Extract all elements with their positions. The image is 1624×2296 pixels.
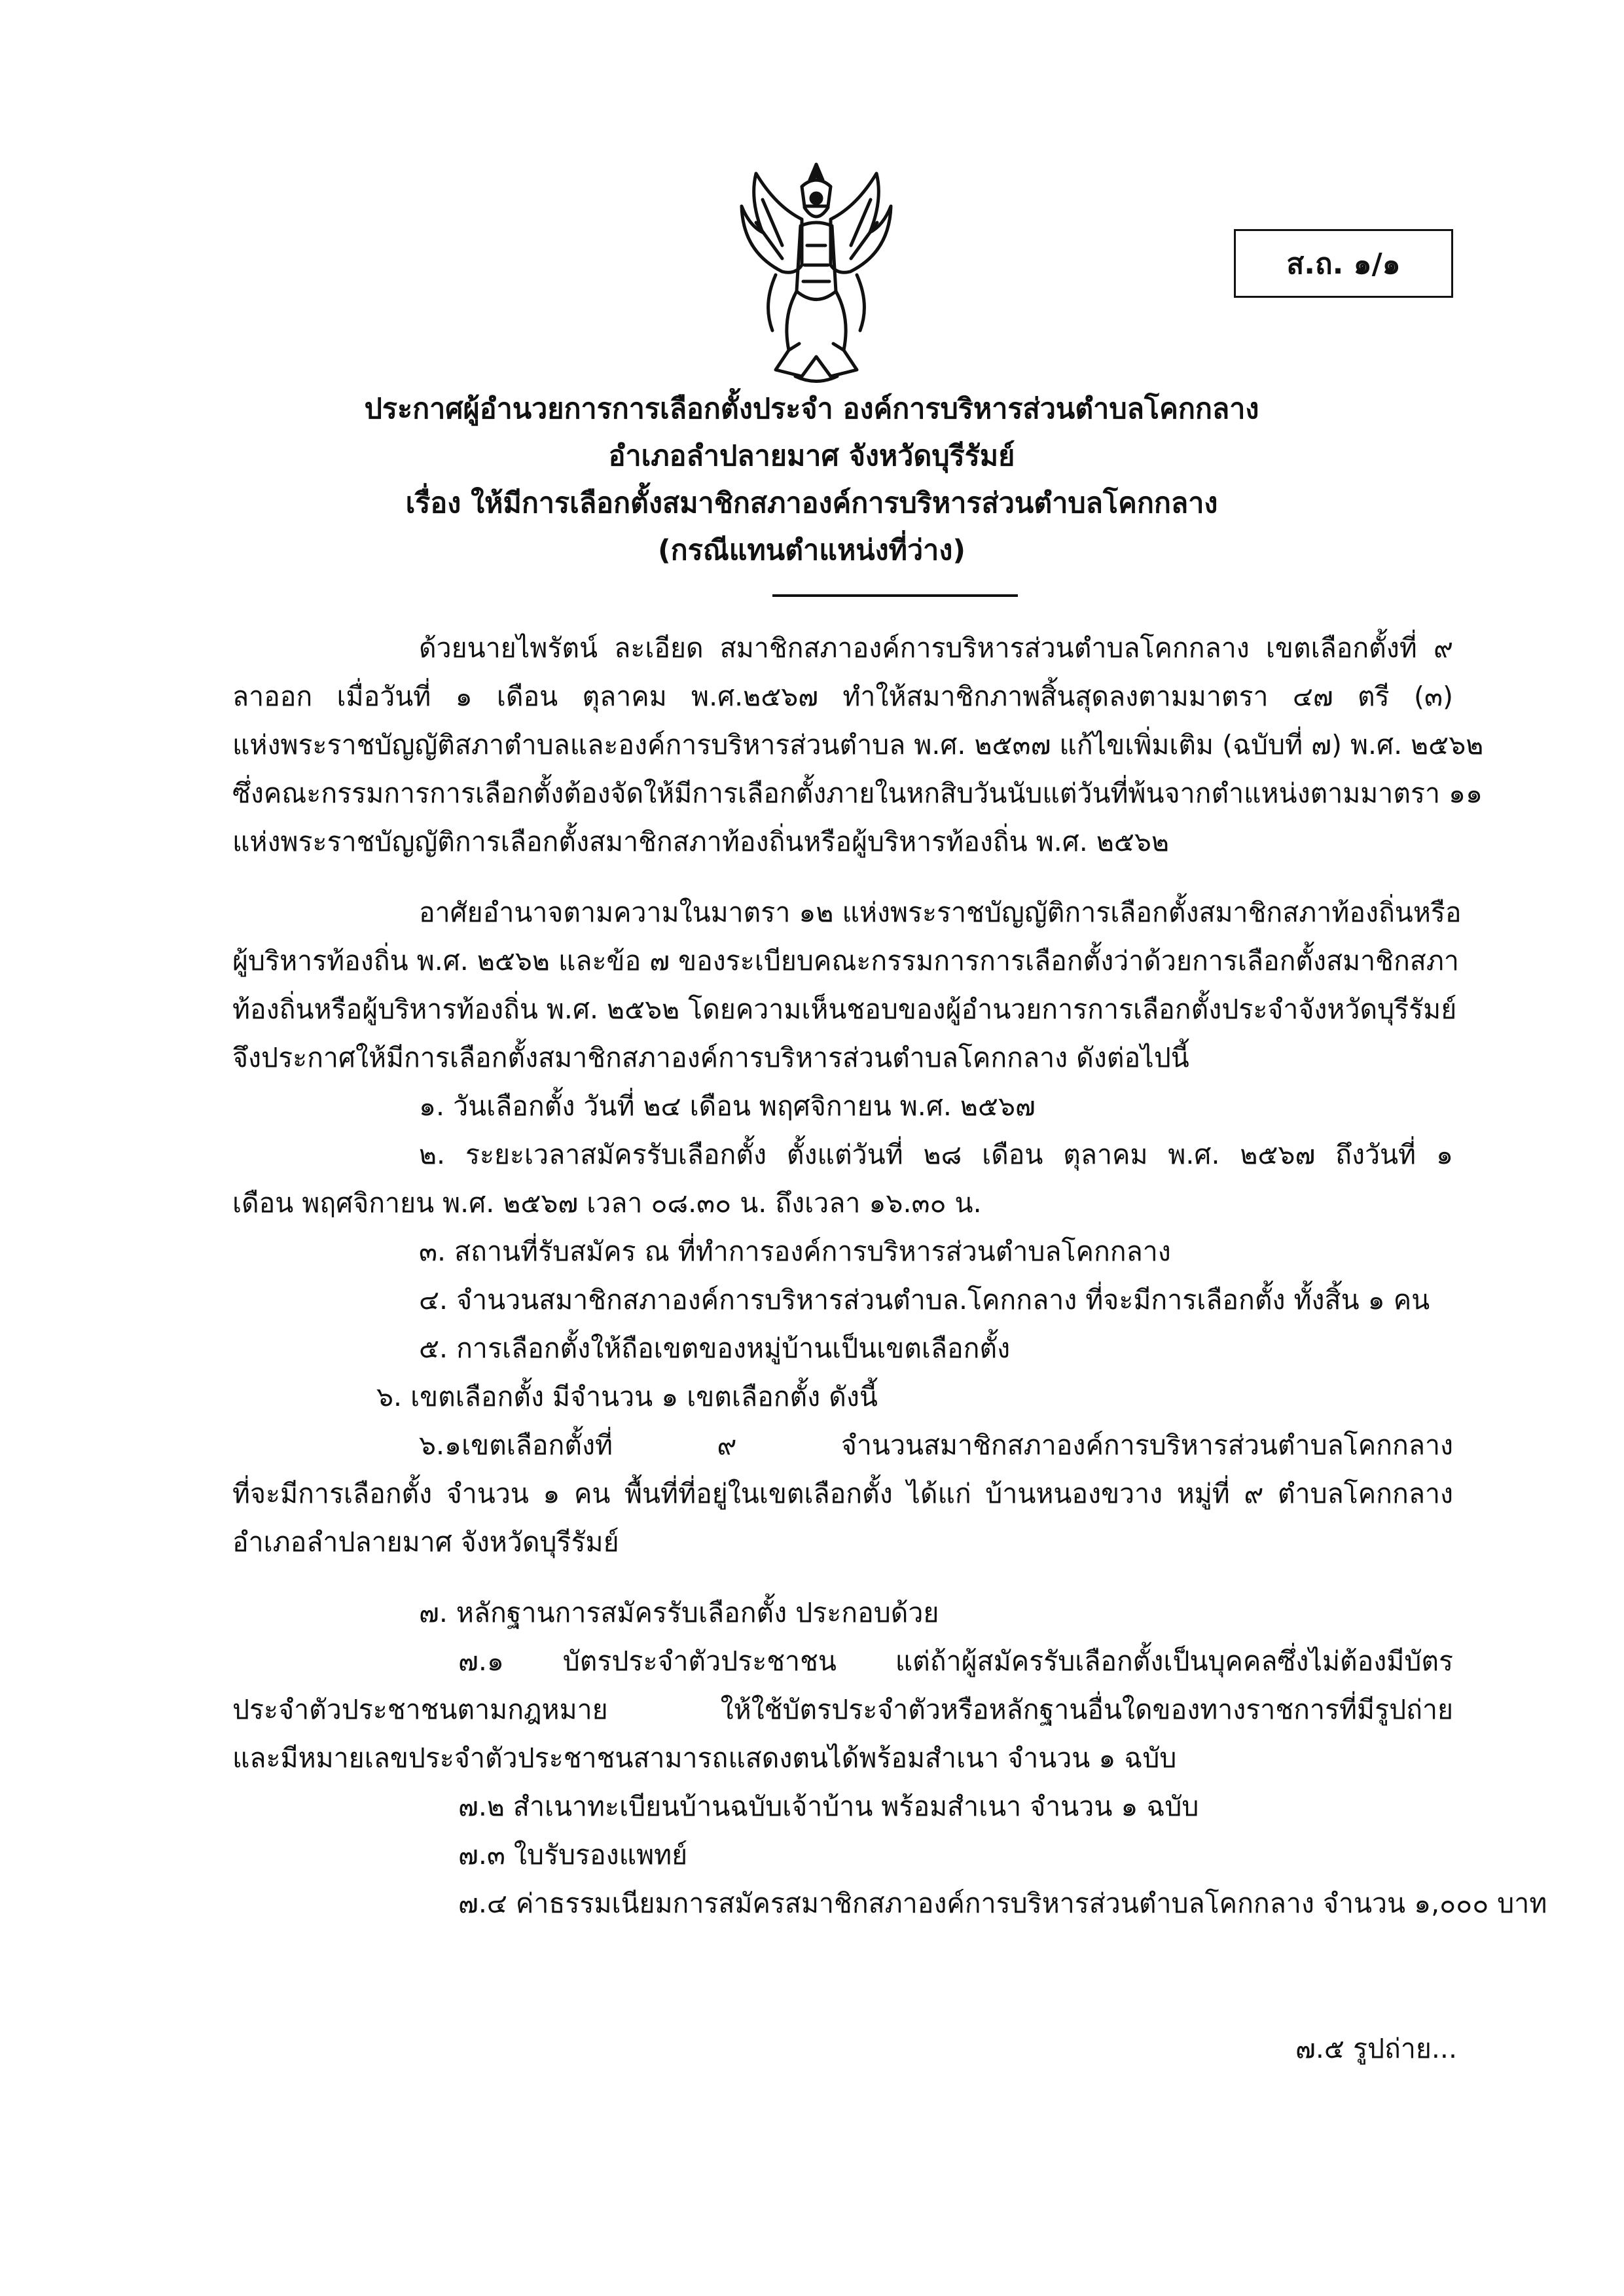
title-line-1: ประกาศผู้อำนวยการการเลือกตั้งประจำ องค์การบริหารส่วนตำบลโคกกลาง xyxy=(364,393,1259,425)
title-underline xyxy=(772,594,1018,597)
item-7: ๗. หลักฐานการสมัครรับเลือกตั้ง ประกอบด้วย xyxy=(419,1597,939,1628)
item-6-1-cont: ที่จะมีการเลือกตั้ง จำนวน ๑ คน พื้นที่ที่อยู่ในเขตเลือกตั้ง ได้แก่ บ้านหนองขวาง หมู่ที่ ๙ ตำบลโคกกลาง xyxy=(232,1478,1453,1509)
form-code: ส.ถ. ๑/๑ xyxy=(1286,247,1401,281)
page-continuation: ๗.๕ รูปถ่าย... xyxy=(1295,2033,1457,2064)
title-line-2: อำเภอลำปลายมาศ จังหวัดบุรีรัมย์ xyxy=(608,440,1015,473)
garuda-emblem-icon xyxy=(736,160,897,386)
item-6-1-cont-2: อำเภอลำปลายมาศ จังหวัดบุรีรัมย์ xyxy=(232,1526,619,1558)
item-7-1-cont-2: และมีหมายเลขประจำตัวประชาชนสามารถแสดงตนได้พร้อมสำเนา จำนวน ๑ ฉบับ xyxy=(232,1742,1177,1774)
item-2-cont: เดือน พฤศจิกายน พ.ศ. ๒๕๖๗ เวลา ๐๘.๓๐ น. ถึงเวลา ๑๖.๓๐ น. xyxy=(232,1187,982,1219)
body-line-8: ท้องถิ่นหรือผู้บริหารท้องถิ่น พ.ศ. ๒๕๖๒ โดยความเห็นชอบของผู้อำนวยการการเลือกตั้งประจำจังหวัดบุรีรัมย์ xyxy=(232,994,1457,1025)
item-1: ๑. วันเลือกตั้ง วันที่ ๒๔ เดือน พฤศจิกายน พ.ศ. ๒๕๖๗ xyxy=(419,1090,1036,1122)
item-7-1-cont: ประจำตัวประชาชนตามกฎหมาย ให้ใช้บัตรประจำตัวหรือหลักฐานอื่นใดของทางราชการที่มีรูปถ่าย xyxy=(232,1694,1453,1725)
body-line-2: ลาออก เมื่อวันที่ ๑ เดือน ตุลาคม พ.ศ.๒๕๖๗ ทำให้สมาชิกภาพสิ้นสุดลงตามมาตรา ๔๗ ตรี (๓) xyxy=(232,681,1453,712)
body-line-3: แห่งพระราชบัญญัติสภาตำบลและองค์การบริหารส่วนตำบล พ.ศ. ๒๕๓๗ แก้ไขเพิ่มเติม (ฉบับที่ ๗) พ.ศ. ๒๕๖๒ xyxy=(232,729,1484,761)
title-line-4: (กรณีแทนตำแหน่งที่ว่าง) xyxy=(658,534,965,567)
body-line-9: จึงประกาศให้มีการเลือกตั้งสมาชิกสภาองค์การบริหารส่วนตำบลโคกกลาง ดังต่อไปนี้ xyxy=(232,1042,1189,1073)
item-6: ๖. เขตเลือกตั้ง มีจำนวน ๑ เขตเลือกตั้ง ดังนี้ xyxy=(376,1381,878,1412)
body-line-6: อาศัยอำนาจตามความในมาตรา ๑๒ แห่งพระราชบัญญัติการเลือกตั้งสมาชิกสภาท้องถิ่นหรือ xyxy=(419,897,1462,928)
title-line-3: เรื่อง ให้มีการเลือกตั้งสมาชิกสภาองค์การบริหารส่วนตำบลโคกกลาง xyxy=(405,487,1218,520)
item-6-1: ๖.๑เขตเลือกตั้งที่ ๙ จำนวนสมาชิกสภาองค์การบริหารส่วนตำบลโคกกลาง xyxy=(419,1429,1453,1461)
item-4: ๔. จำนวนสมาชิกสภาองค์การบริหารส่วนตำบล.โคกกลาง ที่จะมีการเลือกตั้ง ทั้งสิ้น ๑ คน xyxy=(419,1284,1430,1316)
body-line-5: แห่งพระราชบัญญัติการเลือกตั้งสมาชิกสภาท้องถิ่นหรือผู้บริหารท้องถิ่น พ.ศ. ๒๕๖๒ xyxy=(232,826,1169,857)
item-7-4: ๗.๔ ค่าธรรมเนียมการสมัครสมาชิกสภาองค์การบริหารส่วนตำบลโคกกลาง จำนวน ๑,๐๐๐ บาท xyxy=(458,1888,1547,1919)
body-line-7: ผู้บริหารท้องถิ่น พ.ศ. ๒๕๖๒ และข้อ ๗ ของระเบียบคณะกรรมการการเลือกตั้งว่าด้วยการเลือกตั้งสมาชิกสภา xyxy=(232,945,1459,977)
body-line-4: ซึ่งคณะกรรมการการเลือกตั้งต้องจัดให้มีการเลือกตั้งภายในหกสิบวันนับแต่วันที่พ้นจากตำแหน่งตามมาตรา ๑๑ xyxy=(232,778,1483,809)
item-5: ๕. การเลือกตั้งให้ถือเขตของหมู่บ้านเป็นเขตเลือกตั้ง xyxy=(419,1333,1011,1364)
item-7-3: ๗.๓ ใบรับรองแพทย์ xyxy=(458,1839,688,1871)
item-7-2: ๗.๒ สำเนาทะเบียนบ้านฉบับเจ้าบ้าน พร้อมสำเนา จำนวน ๑ ฉบับ xyxy=(458,1791,1199,1822)
form-code-box xyxy=(1234,229,1453,298)
body-line-1: ด้วยนายไพรัตน์ ละเอียด สมาชิกสภาองค์การบริหารส่วนตำบลโคกกลาง เขตเลือกตั้งที่ ๙ xyxy=(419,632,1453,664)
item-3: ๓. สถานที่รับสมัคร ณ ที่ทำการองค์การบริหารส่วนตำบลโคกกลาง xyxy=(419,1236,1171,1267)
item-7-1: ๗.๑ บัตรประจำตัวประชาชน แต่ถ้าผู้สมัครรับเลือกตั้งเป็นบุคคลซึ่งไม่ต้องมีบัตร xyxy=(458,1645,1453,1677)
item-2: ๒. ระยะเวลาสมัครรับเลือกตั้ง ตั้งแต่วันที่ ๒๘ เดือน ตุลาคม พ.ศ. ๒๕๖๗ ถึงวันที่ ๑ xyxy=(419,1139,1453,1170)
